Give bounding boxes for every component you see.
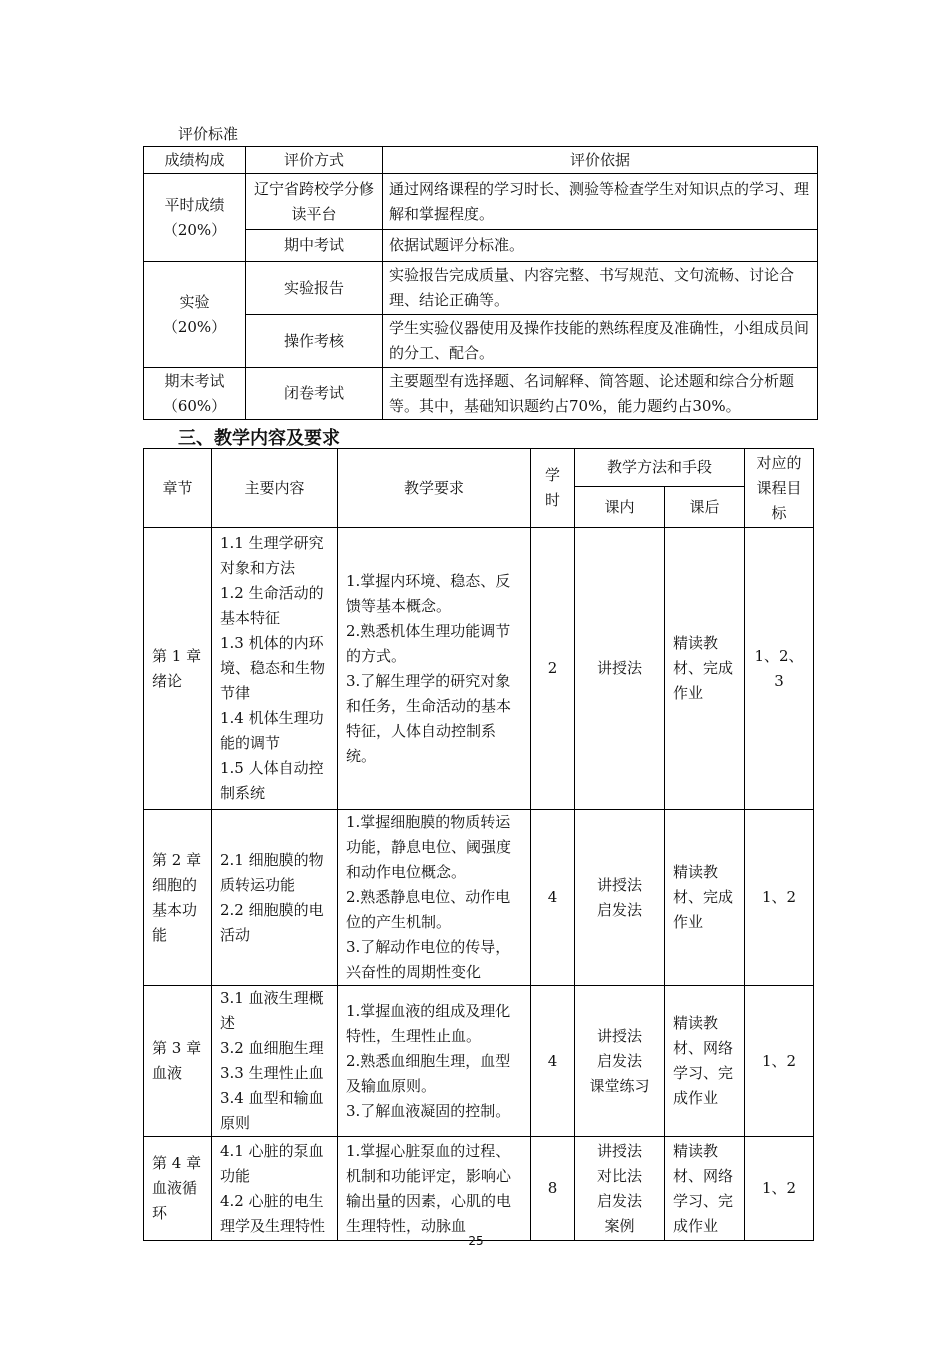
table-header-row bbox=[144, 147, 818, 174]
main-content-cell: 4.1 心脏的泵血功能 4.2 心脏的电生理学及生理特性 bbox=[212, 1137, 338, 1241]
main-content-cell: 3.1 血液生理概述 3.2 血细胞生理 3.3 生理性止血 3.4 血型和输血原则 bbox=[212, 986, 338, 1137]
goals-cell: 1、2 bbox=[745, 986, 814, 1137]
requirements-cell: 1.掌握细胞膜的物质转运功能，静息电位、阈强度和动作电位概念。 2.熟悉静息电位、动作电位的产生机制。 3.了解动作电位的传导，兴奋性的周期性变化 bbox=[338, 810, 531, 986]
section-title: 三、教学内容及要求 bbox=[178, 428, 340, 449]
teaching-content-table bbox=[143, 448, 814, 1241]
main-content-cell: 2.1 细胞膜的物质转运功能 2.2 细胞膜的电活动 bbox=[212, 810, 338, 986]
header-cell-methods: 教学方法和手段 bbox=[575, 449, 745, 487]
basis-cell: 实验报告完成质量、内容完整、书写规范、文句流畅、讨论合理、结论正确等。 bbox=[383, 262, 818, 315]
table-row bbox=[144, 528, 814, 810]
chapter-cell: 第 1 章绪论 bbox=[144, 528, 212, 810]
table-row bbox=[144, 368, 818, 420]
in-class-cell: 讲授法 对比法 启发法 案例 bbox=[575, 1137, 665, 1241]
header-cell-in-class: 课内 bbox=[575, 487, 665, 528]
hours-cell: 2 bbox=[531, 528, 575, 810]
chapter-cell: 第 2 章细胞的基本功能 bbox=[144, 810, 212, 986]
table-row bbox=[144, 262, 818, 315]
component-cell: 平时成绩 （20%） bbox=[144, 174, 246, 262]
chapter-cell: 第 3 章血液 bbox=[144, 986, 212, 1137]
table-row bbox=[144, 230, 818, 262]
method-cell: 辽宁省跨校学分修读平台 bbox=[246, 174, 383, 230]
evaluation-table bbox=[143, 146, 818, 420]
goals-cell: 1、2 bbox=[745, 810, 814, 986]
after-class-cell: 精读教材、完成作业 bbox=[665, 810, 745, 986]
after-class-cell: 精读教材、网络学习、完成作业 bbox=[665, 1137, 745, 1241]
method-cell: 期中考试 bbox=[246, 230, 383, 262]
method-cell: 操作考核 bbox=[246, 315, 383, 368]
after-class-cell: 精读教材、完成作业 bbox=[665, 528, 745, 810]
header-cell-chapter: 章节 bbox=[144, 449, 212, 528]
method-cell: 闭卷考试 bbox=[246, 368, 383, 420]
hours-cell: 4 bbox=[531, 986, 575, 1137]
header-cell-goals: 对应的课程目标 bbox=[745, 449, 814, 528]
table-row bbox=[144, 986, 814, 1137]
in-class-cell: 讲授法 启发法 bbox=[575, 810, 665, 986]
hours-cell: 4 bbox=[531, 810, 575, 986]
table-row bbox=[144, 174, 818, 230]
goals-cell: 1、2 bbox=[745, 1137, 814, 1241]
component-cell: 期末考试 （60%） bbox=[144, 368, 246, 420]
method-cell: 实验报告 bbox=[246, 262, 383, 315]
table-row bbox=[144, 810, 814, 986]
header-cell-requirements: 教学要求 bbox=[338, 449, 531, 528]
page-number: 25 bbox=[468, 1234, 484, 1248]
header-cell: 评价方式 bbox=[246, 147, 383, 174]
requirements-cell: 1.掌握内环境、稳态、反馈等基本概念。 2.熟悉机体生理功能调节的方式。 3.了解生理学的研究对象和任务，生命活动的基本特征，人体自动控制系统。 bbox=[338, 528, 531, 810]
component-cell: 实验 （20%） bbox=[144, 262, 246, 368]
requirements-cell: 1.掌握心脏泵血的过程、机制和功能评定，影响心输出量的因素，心肌的电生理特性，动脉血 bbox=[338, 1137, 531, 1241]
header-cell-after-class: 课后 bbox=[665, 487, 745, 528]
table-row bbox=[144, 315, 818, 368]
table-row bbox=[144, 1137, 814, 1241]
after-class-cell: 精读教材、网络学习、完成作业 bbox=[665, 986, 745, 1137]
basis-cell: 通过网络课程的学习时长、测验等检查学生对知识点的学习、理解和掌握程度。 bbox=[383, 174, 818, 230]
goals-cell: 1、2、3 bbox=[745, 528, 814, 810]
header-cell-hours: 学 时 bbox=[531, 449, 575, 528]
table-header-row bbox=[144, 449, 814, 487]
basis-cell: 学生实验仪器使用及操作技能的熟练程度及准确性，小组成员间的分工、配合。 bbox=[383, 315, 818, 368]
chapter-cell: 第 4 章血液循环 bbox=[144, 1137, 212, 1241]
main-content-cell: 1.1 生理学研究对象和方法 1.2 生命活动的基本特征 1.3 机体的内环境、稳态和生物节律 1.4 机体生理功能的调节 1.5 人体自动控制系统 bbox=[212, 528, 338, 810]
basis-cell: 依据试题评分标准。 bbox=[383, 230, 818, 262]
header-cell: 成绩构成 bbox=[144, 147, 246, 174]
in-class-cell: 讲授法 启发法 课堂练习 bbox=[575, 986, 665, 1137]
table-caption: 评价标准 bbox=[178, 125, 239, 143]
header-cell-main-content: 主要内容 bbox=[212, 449, 338, 528]
in-class-cell: 讲授法 bbox=[575, 528, 665, 810]
header-cell: 评价依据 bbox=[383, 147, 818, 174]
requirements-cell: 1.掌握血液的组成及理化特性，生理性止血。 2.熟悉血细胞生理，血型及输血原则。 3.了解血液凝固的控制。 bbox=[338, 986, 531, 1137]
hours-cell: 8 bbox=[531, 1137, 575, 1241]
basis-cell: 主要题型有选择题、名词解释、简答题、论述题和综合分析题等。其中，基础知识题约占70%，能力题约占30%。 bbox=[383, 368, 818, 420]
